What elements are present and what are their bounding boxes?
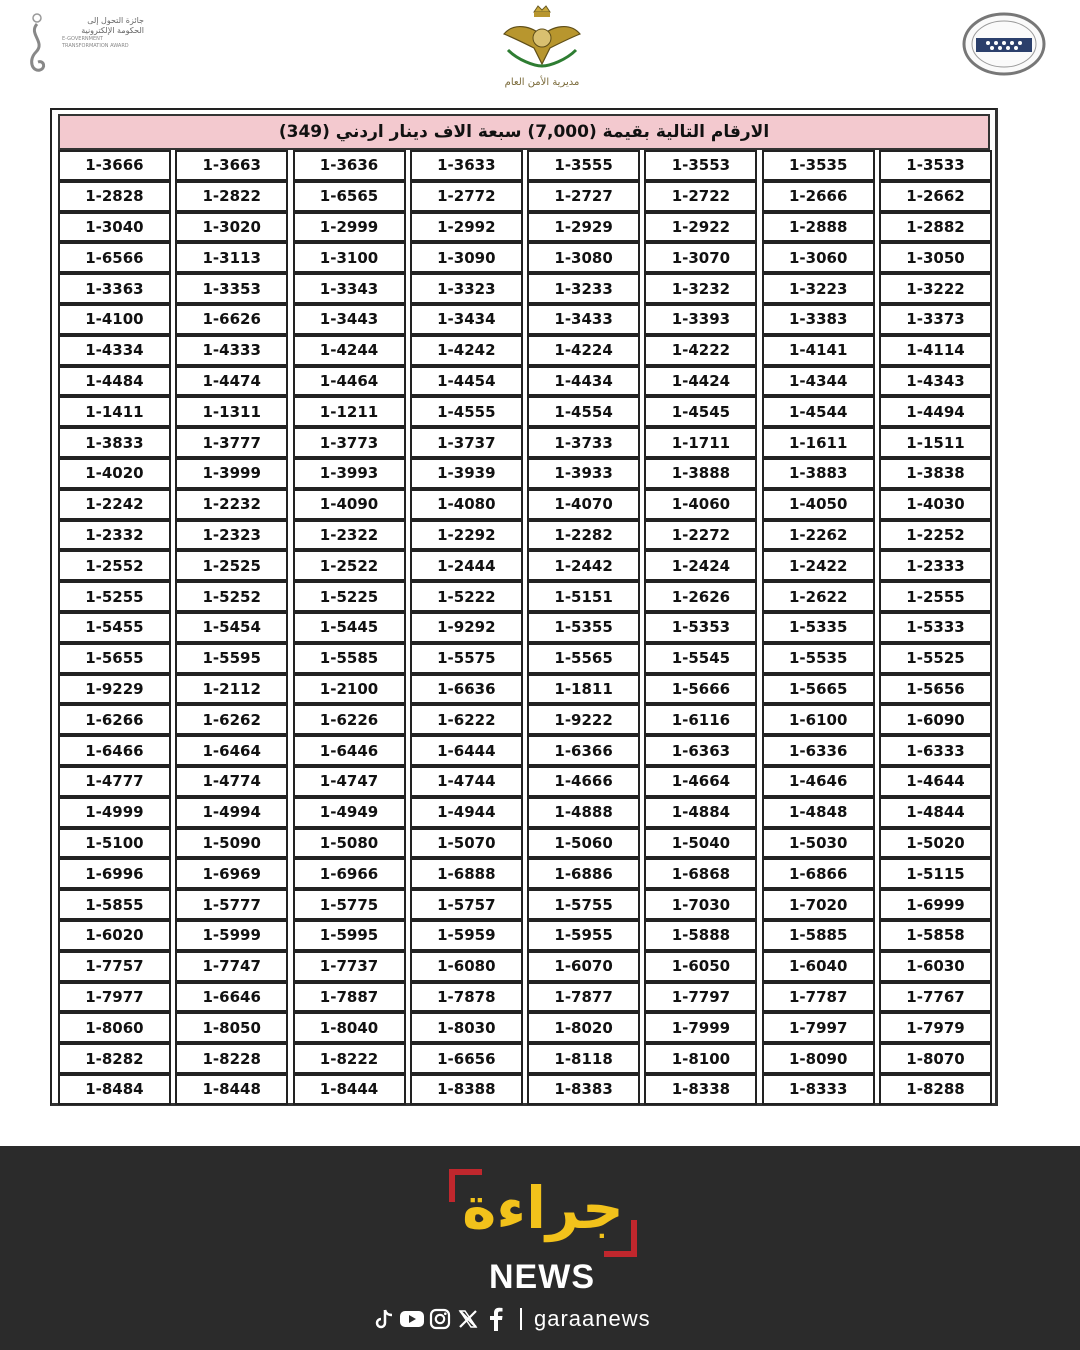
number-cell: 1-5445 (293, 612, 406, 643)
number-cell: 1-4344 (762, 366, 875, 397)
number-cell: 1-6565 (293, 181, 406, 212)
garaa-logo (448, 1168, 638, 1258)
number-cell: 1-7747 (175, 951, 288, 982)
number-cell: 1-3343 (293, 273, 406, 304)
number-cell: 1-2262 (762, 520, 875, 551)
number-cell: 1-8338 (644, 1074, 757, 1105)
number-cell: 1-1811 (527, 674, 640, 705)
social-handle[interactable]: garaanews (534, 1306, 651, 1331)
number-cell: 1-7877 (527, 982, 640, 1013)
number-cell: 1-3090 (410, 242, 523, 273)
number-cell: 1-6030 (879, 951, 992, 982)
number-cell: 1-2828 (58, 181, 171, 212)
number-cell: 1-5665 (762, 674, 875, 705)
number-cell: 1-4848 (762, 797, 875, 828)
number-cell: 1-6466 (58, 735, 171, 766)
number-cell: 1-2333 (879, 550, 992, 581)
number-cell: 1-7030 (644, 889, 757, 920)
number-cell: 1-5885 (762, 920, 875, 951)
number-cell: 1-4244 (293, 335, 406, 366)
number-cell: 1-4464 (293, 366, 406, 397)
number-cell: 1-4747 (293, 766, 406, 797)
number-cell: 1-4554 (527, 396, 640, 427)
number-cell: 1-2722 (644, 181, 757, 212)
number-cell: 1-5995 (293, 920, 406, 951)
number-cell: 1-4844 (879, 797, 992, 828)
number-cell: 1-5455 (58, 612, 171, 643)
award-swirl-icon (22, 12, 52, 78)
number-cell: 1-6626 (175, 304, 288, 335)
number-cell: 1-4646 (762, 766, 875, 797)
number-cell: 1-5333 (879, 612, 992, 643)
number-cell: 1-6996 (58, 858, 171, 889)
number-cell: 1-3999 (175, 458, 288, 489)
number-cell: 1-2666 (762, 181, 875, 212)
number-cell: 1-2525 (175, 550, 288, 581)
number-cell: 1-7887 (293, 982, 406, 1013)
number-cell: 1-5655 (58, 643, 171, 674)
number-cell: 1-5545 (644, 643, 757, 674)
number-cell: 1-5565 (527, 643, 640, 674)
number-cell: 1-7999 (644, 1012, 757, 1043)
number-cell: 1-8070 (879, 1043, 992, 1074)
number-cell: 1-6070 (527, 951, 640, 982)
number-cell: 1-4949 (293, 797, 406, 828)
number-cell: 1-2888 (762, 212, 875, 243)
number-cell: 1-4666 (527, 766, 640, 797)
number-cell: 1-1611 (762, 427, 875, 458)
number-cell: 1-5959 (410, 920, 523, 951)
number-cell: 1-5525 (879, 643, 992, 674)
number-cell: 1-3434 (410, 304, 523, 335)
numbers-grid (58, 150, 992, 1105)
number-cell: 1-5535 (762, 643, 875, 674)
number-cell: 1-5090 (175, 828, 288, 859)
number-cell: 1-5225 (293, 581, 406, 612)
number-cell: 1-3939 (410, 458, 523, 489)
number-cell: 1-8388 (410, 1074, 523, 1105)
number-cell: 1-4777 (58, 766, 171, 797)
number-cell: 1-5775 (293, 889, 406, 920)
number-cell: 1-5666 (644, 674, 757, 705)
number-cell: 1-5888 (644, 920, 757, 951)
number-cell: 1-8030 (410, 1012, 523, 1043)
number-cell: 1-5585 (293, 643, 406, 674)
x-icon[interactable] (454, 1306, 482, 1332)
number-cell: 1-8050 (175, 1012, 288, 1043)
number-cell: 1-3663 (175, 150, 288, 181)
number-cell: 1-2252 (879, 520, 992, 551)
number-cell: 1-7797 (644, 982, 757, 1013)
number-cell: 1-2882 (879, 212, 992, 243)
number-cell: 1-2444 (410, 550, 523, 581)
number-cell: 1-3636 (293, 150, 406, 181)
number-cell: 1-2922 (644, 212, 757, 243)
number-cell: 1-6266 (58, 704, 171, 735)
number-cell: 1-1711 (644, 427, 757, 458)
number-cell: 1-4999 (58, 797, 171, 828)
number-cell: 1-3020 (175, 212, 288, 243)
number-cell: 1-6040 (762, 951, 875, 982)
number-cell: 1-6566 (58, 242, 171, 273)
award-text (62, 16, 144, 50)
number-cell: 1-6336 (762, 735, 875, 766)
number-cell: 1-3050 (879, 242, 992, 273)
number-cell: 1-5855 (58, 889, 171, 920)
number-cell: 1-2442 (527, 550, 640, 581)
number-cell: 1-3993 (293, 458, 406, 489)
number-cell: 1-5080 (293, 828, 406, 859)
number-cell: 1-6050 (644, 951, 757, 982)
number-cell: 1-8222 (293, 1043, 406, 1074)
number-cell: 1-3060 (762, 242, 875, 273)
award-line1: جائزة التحول إلى (87, 16, 144, 25)
number-cell: 1-5151 (527, 581, 640, 612)
number-cell: 1-9292 (410, 612, 523, 643)
number-cell: 1-3737 (410, 427, 523, 458)
number-cell: 1-6446 (293, 735, 406, 766)
number-cell: 1-2662 (879, 181, 992, 212)
number-cell: 1-1311 (175, 396, 288, 427)
number-cell: 1-3666 (58, 150, 171, 181)
number-cell: 1-4060 (644, 489, 757, 520)
number-cell: 1-8282 (58, 1043, 171, 1074)
number-cell: 1-3443 (293, 304, 406, 335)
number-cell: 1-2555 (879, 581, 992, 612)
brand-english: NEWS (489, 1258, 595, 1296)
number-cell: 1-6656 (410, 1043, 523, 1074)
number-cell: 1-6226 (293, 704, 406, 735)
number-cell: 1-3363 (58, 273, 171, 304)
number-cell: 1-2422 (762, 550, 875, 581)
number-cell: 1-4555 (410, 396, 523, 427)
number-cell: 1-5858 (879, 920, 992, 951)
number-cell: 1-5060 (527, 828, 640, 859)
number-cell: 1-3383 (762, 304, 875, 335)
number-cell: 1-1511 (879, 427, 992, 458)
plate-numbers-table (50, 108, 998, 1106)
brand-footer (0, 1146, 1080, 1350)
number-cell: 1-4020 (58, 458, 171, 489)
number-cell: 1-6444 (410, 735, 523, 766)
number-cell: 1-8020 (527, 1012, 640, 1043)
number-cell: 1-7997 (762, 1012, 875, 1043)
number-cell: 1-5252 (175, 581, 288, 612)
number-cell: 1-2424 (644, 550, 757, 581)
number-cell: 1-7020 (762, 889, 875, 920)
number-cell: 1-7878 (410, 982, 523, 1013)
number-cell: 1-6363 (644, 735, 757, 766)
number-cell: 1-5595 (175, 643, 288, 674)
seal-stars-icon (960, 10, 1048, 78)
number-cell: 1-6999 (879, 889, 992, 920)
number-cell: 1-2626 (644, 581, 757, 612)
number-cell: 1-4744 (410, 766, 523, 797)
number-cell: 1-4242 (410, 335, 523, 366)
number-cell: 1-8118 (527, 1043, 640, 1074)
number-cell: 1-4333 (175, 335, 288, 366)
number-cell: 1-2727 (527, 181, 640, 212)
number-cell: 1-5040 (644, 828, 757, 859)
number-cell: 1-5454 (175, 612, 288, 643)
number-cell: 1-4434 (527, 366, 640, 397)
number-cell: 1-4224 (527, 335, 640, 366)
number-cell: 1-5757 (410, 889, 523, 920)
number-cell: 1-9229 (58, 674, 171, 705)
number-cell: 1-3883 (762, 458, 875, 489)
number-cell: 1-5955 (527, 920, 640, 951)
number-cell: 1-5335 (762, 612, 875, 643)
table-title: الارقام التالية بقيمة (7,000) سبعة الاف دينار اردني (349) (58, 114, 990, 150)
number-cell: 1-2323 (175, 520, 288, 551)
instagram-icon[interactable] (426, 1306, 454, 1332)
number-cell: 1-7787 (762, 982, 875, 1013)
number-cell: 1-3535 (762, 150, 875, 181)
number-cell: 1-4774 (175, 766, 288, 797)
number-cell: 1-3232 (644, 273, 757, 304)
number-cell: 1-8060 (58, 1012, 171, 1043)
number-cell: 1-2552 (58, 550, 171, 581)
number-cell: 1-2929 (527, 212, 640, 243)
award-en: E-GOVERNMENT TRANSFORMATION AWARD (62, 36, 129, 49)
number-cell: 1-5755 (527, 889, 640, 920)
number-cell: 1-4343 (879, 366, 992, 397)
number-cell: 1-4334 (58, 335, 171, 366)
number-cell: 1-2992 (410, 212, 523, 243)
number-cell: 1-8484 (58, 1074, 171, 1105)
number-cell: 1-7979 (879, 1012, 992, 1043)
number-cell: 1-2822 (175, 181, 288, 212)
number-cell: 1-6868 (644, 858, 757, 889)
number-cell: 1-6888 (410, 858, 523, 889)
brand-arabic: جراءة (462, 1174, 624, 1242)
number-cell: 1-3553 (644, 150, 757, 181)
number-cell: 1-3040 (58, 212, 171, 243)
number-cell: 1-6966 (293, 858, 406, 889)
number-cell: 1-7737 (293, 951, 406, 982)
number-cell: 1-3323 (410, 273, 523, 304)
number-cell: 1-3933 (527, 458, 640, 489)
number-cell: 1-5999 (175, 920, 288, 951)
number-cell: 1-3838 (879, 458, 992, 489)
number-cell: 1-3353 (175, 273, 288, 304)
document-header (0, 0, 1080, 100)
number-cell: 1-7767 (879, 982, 992, 1013)
number-cell: 1-2322 (293, 520, 406, 551)
number-cell: 1-6969 (175, 858, 288, 889)
number-cell: 1-8040 (293, 1012, 406, 1043)
number-cell: 1-6646 (175, 982, 288, 1013)
number-cell: 1-4888 (527, 797, 640, 828)
number-cell: 1-2112 (175, 674, 288, 705)
number-cell: 1-3833 (58, 427, 171, 458)
number-cell: 1-6886 (527, 858, 640, 889)
number-cell: 1-4884 (644, 797, 757, 828)
number-cell: 1-4944 (410, 797, 523, 828)
number-cell: 1-4544 (762, 396, 875, 427)
number-cell: 1-2232 (175, 489, 288, 520)
number-cell: 1-6636 (410, 674, 523, 705)
number-cell: 1-4484 (58, 366, 171, 397)
eagle-crown-emblem-icon (494, 4, 590, 76)
number-cell: 1-4494 (879, 396, 992, 427)
emblem-caption: مديرية الأمن العام (504, 77, 580, 88)
number-cell: 1-3777 (175, 427, 288, 458)
number-cell: 1-3373 (879, 304, 992, 335)
number-cell: 1-4454 (410, 366, 523, 397)
number-cell: 1-2282 (527, 520, 640, 551)
number-cell: 1-6333 (879, 735, 992, 766)
number-cell: 1-6866 (762, 858, 875, 889)
number-cell: 1-5656 (879, 674, 992, 705)
number-cell: 1-2622 (762, 581, 875, 612)
number-cell: 1-6100 (762, 704, 875, 735)
number-cell: 1-5355 (527, 612, 640, 643)
number-cell: 1-4141 (762, 335, 875, 366)
number-cell: 1-5255 (58, 581, 171, 612)
number-cell: 1-6366 (527, 735, 640, 766)
number-cell: 1-7977 (58, 982, 171, 1013)
number-cell: 1-6020 (58, 920, 171, 951)
number-cell: 1-7757 (58, 951, 171, 982)
number-cell: 1-5115 (879, 858, 992, 889)
number-cell: 1-9222 (527, 704, 640, 735)
number-cell: 1-5575 (410, 643, 523, 674)
number-cell: 1-6464 (175, 735, 288, 766)
number-cell: 1-3113 (175, 242, 288, 273)
number-cell: 1-2292 (410, 520, 523, 551)
number-cell: 1-3100 (293, 242, 406, 273)
number-cell: 1-3233 (527, 273, 640, 304)
number-cell: 1-4474 (175, 366, 288, 397)
tiktok-icon[interactable] (370, 1306, 398, 1332)
egov-award-logo (22, 12, 144, 82)
number-cell: 1-3223 (762, 273, 875, 304)
number-cell: 1-3533 (879, 150, 992, 181)
number-cell: 1-8090 (762, 1043, 875, 1074)
number-cell: 1-8228 (175, 1043, 288, 1074)
youtube-icon[interactable] (398, 1306, 426, 1332)
number-cell: 1-2522 (293, 550, 406, 581)
number-cell: 1-4994 (175, 797, 288, 828)
number-cell: 1-4644 (879, 766, 992, 797)
number-cell: 1-6262 (175, 704, 288, 735)
number-cell: 1-4050 (762, 489, 875, 520)
number-cell: 1-8333 (762, 1074, 875, 1105)
number-cell: 1-3733 (527, 427, 640, 458)
number-cell: 1-3433 (527, 304, 640, 335)
number-cell: 1-5777 (175, 889, 288, 920)
number-cell: 1-3888 (644, 458, 757, 489)
number-cell: 1-3080 (527, 242, 640, 273)
number-cell: 1-4070 (527, 489, 640, 520)
number-cell: 1-5222 (410, 581, 523, 612)
facebook-icon[interactable] (482, 1306, 510, 1332)
number-cell: 1-2100 (293, 674, 406, 705)
number-cell: 1-4424 (644, 366, 757, 397)
number-cell: 1-2242 (58, 489, 171, 520)
number-cell: 1-8444 (293, 1074, 406, 1105)
separator (520, 1308, 522, 1330)
number-cell: 1-4030 (879, 489, 992, 520)
award-line2: الحكومة الإلكترونية (81, 26, 144, 35)
number-cell: 1-2999 (293, 212, 406, 243)
number-cell: 1-8288 (879, 1074, 992, 1105)
number-cell: 1-8383 (527, 1074, 640, 1105)
number-cell: 1-3773 (293, 427, 406, 458)
number-cell: 1-2332 (58, 520, 171, 551)
public-security-emblem (494, 4, 590, 88)
number-cell: 1-4114 (879, 335, 992, 366)
number-cell: 1-5100 (58, 828, 171, 859)
number-cell: 1-8448 (175, 1074, 288, 1105)
number-cell: 1-3070 (644, 242, 757, 273)
number-cell: 1-8100 (644, 1043, 757, 1074)
institution-seal (960, 10, 1048, 78)
number-cell: 1-4222 (644, 335, 757, 366)
number-cell: 1-4090 (293, 489, 406, 520)
number-cell: 1-1211 (293, 396, 406, 427)
number-cell: 1-4100 (58, 304, 171, 335)
number-cell: 1-5353 (644, 612, 757, 643)
number-cell: 1-3555 (527, 150, 640, 181)
number-cell: 1-3393 (644, 304, 757, 335)
social-links (370, 1304, 690, 1334)
number-cell: 1-3222 (879, 273, 992, 304)
number-cell: 1-5070 (410, 828, 523, 859)
number-cell: 1-6222 (410, 704, 523, 735)
number-cell: 1-6080 (410, 951, 523, 982)
number-cell: 1-6090 (879, 704, 992, 735)
number-cell: 1-4080 (410, 489, 523, 520)
number-cell: 1-5030 (762, 828, 875, 859)
number-cell: 1-2272 (644, 520, 757, 551)
number-cell: 1-1411 (58, 396, 171, 427)
number-cell: 1-3633 (410, 150, 523, 181)
number-cell: 1-4664 (644, 766, 757, 797)
number-cell: 1-6116 (644, 704, 757, 735)
number-cell: 1-5020 (879, 828, 992, 859)
number-cell: 1-2772 (410, 181, 523, 212)
number-cell: 1-4545 (644, 396, 757, 427)
